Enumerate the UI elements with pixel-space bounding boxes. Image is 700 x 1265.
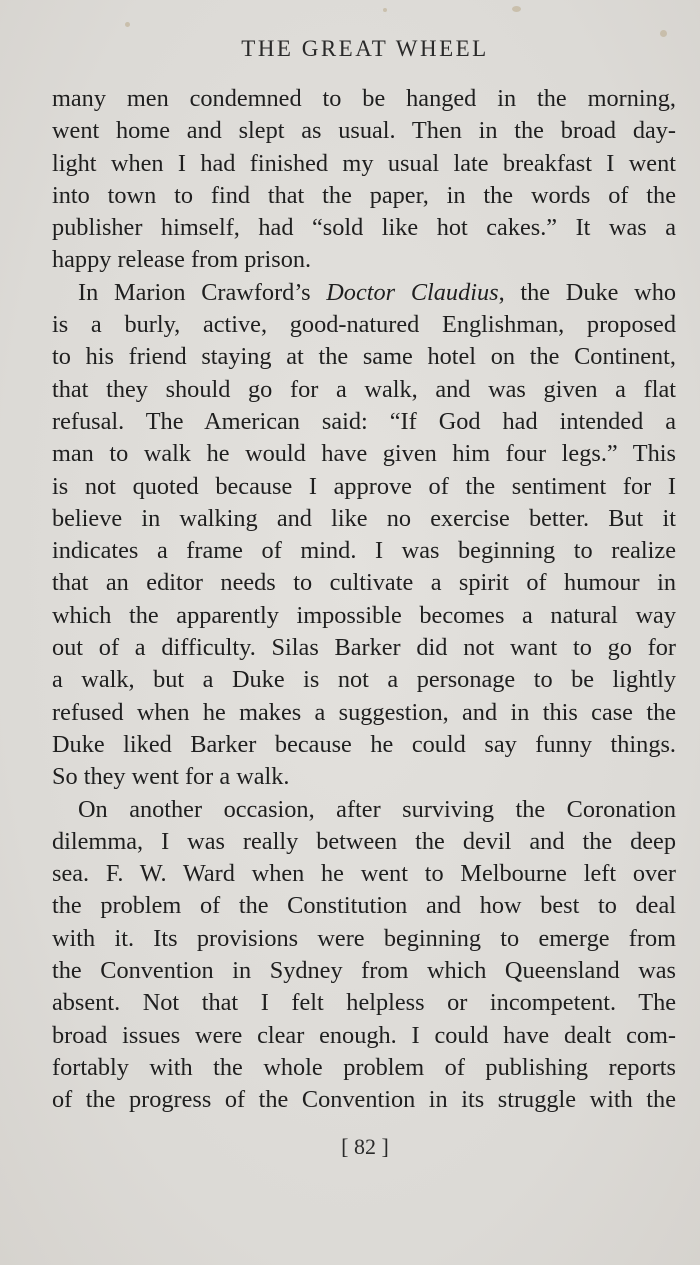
text-line: into town to find that the paper, in the words of the bbox=[52, 181, 676, 209]
text-line: the Convention in Sydney from which Queensland was bbox=[52, 957, 676, 985]
text-line: many men condemned to be hanged in the morning, bbox=[52, 85, 676, 112]
text-line: So they went for a walk. bbox=[52, 763, 290, 791]
text-line: refusal. The American said: “If God had intended a bbox=[52, 407, 676, 435]
text-line: went home and slept as usual. Then in the broad day- bbox=[52, 117, 676, 145]
text-line: out of a difficulty. Silas Barker did not want to go for bbox=[52, 634, 676, 662]
book-title: Doctor Claudius bbox=[326, 278, 499, 306]
text-line: is a burly, active, good-natured Englishman, proposed bbox=[52, 311, 676, 339]
paper-speck bbox=[512, 6, 521, 12]
page-number: [ 82 ] bbox=[341, 1134, 389, 1159]
text-line: absent. Not that I felt helpless or incompetent. The bbox=[52, 989, 676, 1017]
text-line: is not quoted because I approve of the sentiment for I bbox=[52, 472, 676, 500]
text-line: indicates a frame of mind. I was beginning to realize bbox=[52, 537, 676, 565]
paragraph bbox=[52, 83, 676, 277]
text-line: man to walk he would have given him four legs.” This bbox=[52, 440, 676, 468]
paper-speck bbox=[383, 8, 387, 12]
text-line: refused when he makes a suggestion, and in this case the bbox=[52, 698, 676, 726]
text-line: broad issues were clear enough. I could have dealt com- bbox=[52, 1021, 676, 1049]
text-line: with it. Its provisions were beginning to emerge from bbox=[52, 924, 676, 952]
text-line: of the progress of the Convention in its struggle with the bbox=[52, 1086, 676, 1114]
text-line: fortably with the whole problem of publishing reports bbox=[52, 1053, 676, 1081]
text-line: a walk, but a Duke is not a personage to be lightly bbox=[52, 666, 676, 694]
paragraph bbox=[52, 794, 676, 1117]
text-line: believe in walking and like no exercise better. But it bbox=[52, 504, 676, 532]
text-line: that an editor needs to cultivate a spirit of humour in bbox=[52, 569, 676, 597]
text-line: dilemma, I was really between the devil and the deep bbox=[52, 827, 676, 855]
body-text bbox=[52, 83, 676, 1117]
running-head: THE GREAT WHEEL bbox=[241, 36, 489, 61]
text-line: Duke liked Barker because he could say funny things. bbox=[52, 730, 676, 758]
text-line: In Marion Crawford’s Doctor Claudius, the Duke who bbox=[78, 278, 676, 306]
text-line: that they should go for a walk, and was given a flat bbox=[52, 375, 676, 403]
paper-speck bbox=[125, 22, 130, 27]
text-line: sea. F. W. Ward when he went to Melbourne left over bbox=[52, 860, 676, 888]
text-line: publisher himself, had “sold like hot cakes.” It was a bbox=[52, 214, 676, 242]
text-line: happy release from prison. bbox=[52, 246, 312, 274]
text-line: On another occasion, after surviving the Coronation bbox=[78, 795, 676, 823]
text-line: light when I had finished my usual late breakfast I went bbox=[52, 149, 676, 177]
paragraph bbox=[52, 277, 676, 794]
text-line: to his friend staying at the same hotel on the Continent, bbox=[52, 343, 676, 371]
text-line: the problem of the Constitution and how best to deal bbox=[52, 892, 676, 920]
text-line: which the apparently impossible becomes a natural way bbox=[52, 601, 676, 629]
